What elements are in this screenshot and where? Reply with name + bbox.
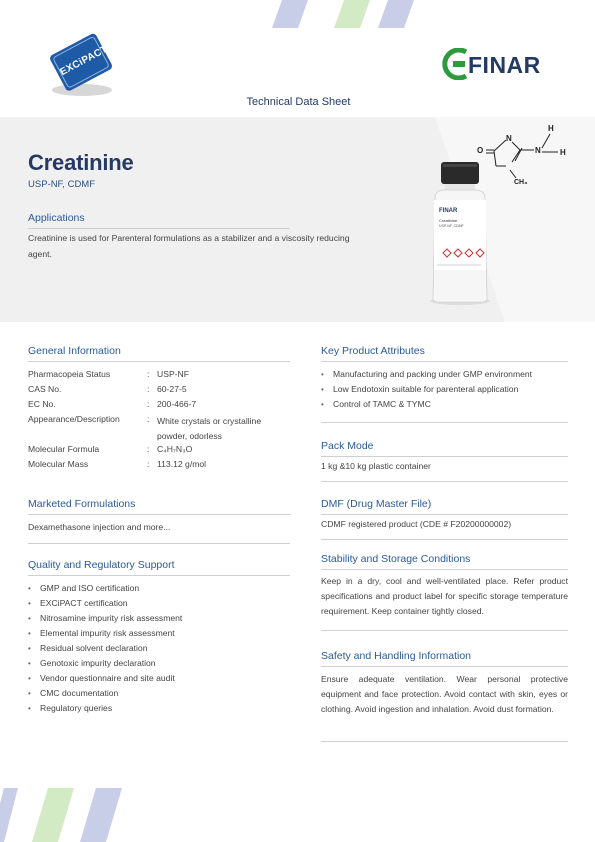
dmf-heading: DMF (Drug Master File) [321,498,432,510]
list-item: • GMP and ISO certification [28,581,290,596]
safety-text: Ensure adequate ventilation. Wear personal protective equipment and face protection. Avoid contact with skin, eyes or clothing. Avoid ingestion and inhalation. Avoid dust formation. [321,674,568,714]
stability-text: Keep in a dry, cool and well-ventilated place. Refer product specifications and product label for specific storage temperature requirement. Keep container tightly closed. [321,576,568,616]
bottom-stripes [0,788,140,842]
dmf-bottom-divider [321,539,568,540]
key-attributes-heading: Key Product Attributes [321,345,425,357]
finar-logo-text: FINAR [468,52,541,78]
gi-label-appearance: Appearance/Description [28,414,120,424]
gi-value-ec: 200-466-7 [157,399,197,409]
doc-type-title: Technical Data Sheet [246,96,351,108]
key-attributes-bottom-divider [321,422,568,423]
structure-h-right: H [560,148,566,157]
list-item: • Genotoxic impurity declaration [28,656,290,671]
key-attributes-divider [321,361,568,362]
gi-sep: : [147,459,150,469]
stability-bottom-divider [321,630,568,631]
structure-n-amine: N [535,146,541,155]
gi-sep: : [147,414,150,424]
applications-heading: Applications [28,212,85,224]
product-title: Creatinine [28,150,134,175]
list-item: • Nitrosamine impurity risk assessment [28,611,290,626]
gi-value-mass: 113.12 g/mol [157,459,207,469]
applications-text: Creatinine is used for Parenteral formulations as a stabilizer and a viscosity reducing agent. [28,233,350,259]
quality-divider [28,575,290,576]
gi-value-pharmacopeia: USP-NF [157,369,189,379]
list-item: • Regulatory queries [28,701,290,716]
pack-mode-heading: Pack Mode [321,440,374,452]
top-stripes [270,0,420,28]
product-grades: USP-NF, CDMF [28,179,96,190]
stability-heading: Stability and Storage Conditions [321,553,471,565]
finar-logo-mark [440,48,470,80]
gi-label-cas: CAS No. [28,384,62,394]
bottle-label-name: Creatinine [439,218,458,223]
gi-value-appearance: White crystals or crystalline powder, odorless [157,416,262,441]
safety-heading: Safety and Handling Information [321,650,472,662]
gi-label-pharmacopeia: Pharmacopeia Status [28,369,111,379]
list-item: • CMC documentation [28,686,290,701]
gi-label-mass: Molecular Mass [28,459,89,469]
list-item: • Control of TAMC & TYMC [321,397,568,412]
stability-divider [321,569,568,570]
pack-mode-divider [321,456,568,457]
gi-sep: : [147,399,150,409]
gi-value-cas: 60-27-5 [157,384,187,394]
excipact-logo [42,30,122,100]
bottle-label-brand: FINAR [439,208,458,214]
quality-list [28,581,290,716]
gi-sep: : [147,369,150,379]
general-info-divider [28,361,290,362]
pack-mode-text: 1 kg &10 kg plastic container [321,461,431,471]
list-item: • Manufacturing and packing under GMP environment [321,367,568,382]
structure-n-ring: N [506,134,512,143]
bottle-label-grade: USP-NF, CDMF [439,224,464,228]
gi-sep: : [147,444,150,454]
excipact-logo-text: EXCiPACT [58,43,110,79]
list-item: • Vendor questionnaire and site audit [28,671,290,686]
key-attributes-list [321,367,568,412]
pack-mode-bottom-divider [321,481,568,482]
chemical-structure [474,122,574,192]
list-item: • Low Endotoxin suitable for parenteral application [321,382,568,397]
marketed-formulations-bottom-divider [28,543,290,544]
dmf-text: CDMF registered product (CDE # F20200000002) [321,519,512,529]
gi-label-formula: Molecular Formula [28,444,100,454]
list-item: • Elemental impurity risk assessment [28,626,290,641]
gi-value-formula: C₄H₇N₃O [157,444,193,454]
marketed-formulations-divider [28,514,290,515]
safety-bottom-divider [321,741,568,742]
structure-methyl: CH₃ [514,179,528,186]
safety-divider [321,666,568,667]
list-item: • Residual solvent declaration [28,641,290,656]
structure-h-top: H [548,124,554,133]
marketed-formulations-text: Dexamethasone injection and more... [28,522,171,532]
applications-divider [28,228,290,229]
gi-label-ec: EC No. [28,399,56,409]
quality-heading: Quality and Regulatory Support [28,559,175,571]
list-item: • EXCiPACT certification [28,596,290,611]
gi-sep: : [147,384,150,394]
marketed-formulations-heading: Marketed Formulations [28,498,136,510]
general-info-heading: General Information [28,345,121,357]
dmf-divider [321,514,568,515]
structure-o: O [477,146,484,155]
